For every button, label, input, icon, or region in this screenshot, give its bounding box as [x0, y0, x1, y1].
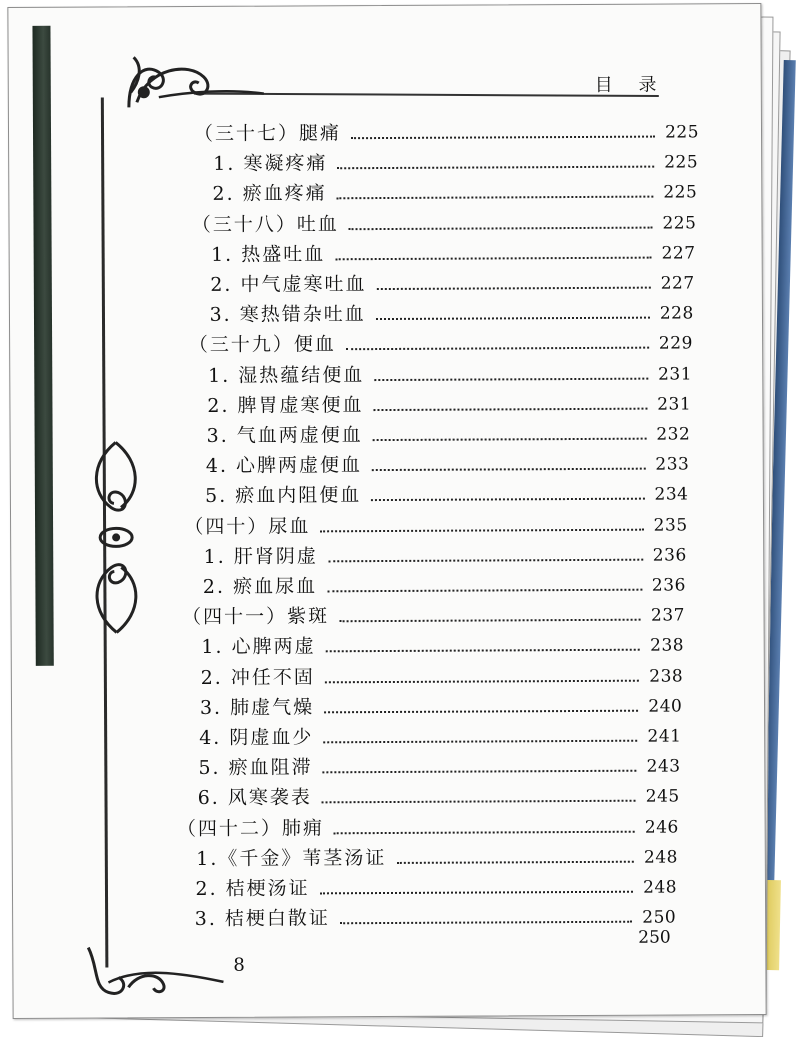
toc-leader-dots: [346, 347, 649, 351]
toc-entry-page: 225: [663, 182, 698, 203]
toc-trailing-page: 250: [638, 927, 671, 949]
toc-subsection-entry[interactable]: [206, 449, 690, 479]
toc-entry-page: 227: [661, 243, 696, 264]
toc-entry-label: 4. 心脾两虚便血: [205, 454, 363, 478]
toc-subsection-entry[interactable]: [196, 841, 678, 871]
toc-leader-dots: [372, 468, 645, 471]
toc-entry-page: 231: [657, 394, 692, 415]
toc-subsection-entry[interactable]: [201, 660, 684, 690]
toc-subsection-entry[interactable]: [207, 388, 691, 418]
toc-leader-dots: [349, 226, 653, 230]
toc-entry-label: （四十）尿血: [184, 514, 311, 538]
toc-subsection-entry[interactable]: [195, 902, 677, 932]
toc-subsection-entry[interactable]: [212, 177, 697, 207]
toc-section-entry[interactable]: [192, 207, 697, 237]
toc-leader-dots: [340, 921, 632, 925]
toc-entry-label: 6. 风寒袭表: [197, 786, 312, 810]
toc-entry-label: 1. 肝肾阴虚: [203, 545, 318, 568]
toc-entry-label: 2. 冲任不固: [200, 665, 315, 689]
toc-leader-dots: [328, 558, 643, 562]
toc-entry-label: 2. 脾胃虚寒便血: [207, 393, 364, 417]
toc-entry-page: 236: [652, 545, 687, 566]
toc-subsection-entry[interactable]: [201, 630, 684, 660]
toc-entry-page: 235: [653, 515, 688, 536]
toc-entry-label: （三十七）腿痛: [193, 122, 342, 146]
toc-leader-dots: [396, 861, 634, 864]
toc-subsection-entry[interactable]: [199, 720, 681, 750]
toc-entry-page: 248: [643, 877, 678, 898]
toc-leader-dots: [351, 136, 655, 140]
toc-subsection-entry[interactable]: [204, 539, 687, 569]
toc-entry-label: 1.《千金》苇茎汤证: [196, 846, 387, 870]
toc-entry-page: 233: [655, 454, 690, 475]
toc-leader-dots: [337, 166, 654, 170]
toc-entry-page: 231: [657, 363, 693, 385]
toc-subsection-entry[interactable]: [203, 569, 686, 599]
toc-entry-label: （四十二）肺痈: [176, 816, 325, 840]
toc-entry-label: 2. 桔梗汤证: [195, 877, 310, 901]
toc-subsection-entry[interactable]: [200, 690, 683, 720]
toc-leader-dots: [339, 619, 641, 623]
toc-leader-dots: [335, 256, 651, 260]
toc-entry-page: 238: [650, 635, 685, 657]
toc-entry-label: 1. 湿热蕴结便血: [208, 363, 365, 387]
toc-entry-page: 234: [654, 484, 689, 505]
toc-leader-dots: [374, 407, 648, 410]
toc-leader-dots: [326, 649, 641, 653]
toc-entry-page: 243: [646, 756, 681, 777]
toc-leader-dots: [324, 709, 638, 713]
toc-entry-label: 2. 瘀血疼痛: [212, 182, 327, 206]
toc-leader-dots: [377, 287, 651, 290]
toc-entry-label: 1. 热盛吐血: [210, 243, 326, 266]
toc-leader-dots: [376, 317, 650, 320]
toc-entry-label: 3. 寒热错杂吐血: [209, 303, 366, 327]
toc-leader-dots: [337, 196, 654, 200]
toc-entry-page: 241: [647, 726, 682, 747]
toc-entry-page: 237: [650, 605, 686, 626]
toc-entry-page: 250: [642, 907, 677, 928]
toc-leader-dots: [371, 498, 644, 501]
toc-entry-page: 225: [664, 152, 699, 173]
toc-entry-page: 232: [656, 424, 691, 445]
page-title: 目 录: [594, 74, 667, 96]
toc-leader-dots: [327, 589, 642, 593]
toc-subsection-entry[interactable]: [198, 781, 680, 811]
toc-section-entry[interactable]: [194, 116, 699, 146]
toc-entry-page: 225: [662, 212, 697, 234]
toc-entry-label: 4. 阴虚血少: [199, 726, 314, 749]
toc-entry-page: 238: [649, 666, 684, 687]
toc-subsection-entry[interactable]: [207, 418, 691, 448]
toc-subsection-entry[interactable]: [198, 751, 680, 781]
toc-entry-page: 229: [658, 333, 693, 354]
toc-section-entry[interactable]: [177, 811, 679, 841]
toc-entry-page: 248: [643, 847, 679, 868]
toc-section-entry[interactable]: [182, 600, 685, 630]
toc-entry-label: （四十一）紫斑: [182, 605, 330, 629]
toc-subsection-entry[interactable]: [209, 298, 693, 328]
toc-leader-dots: [320, 528, 643, 532]
toc-leader-dots: [323, 740, 637, 744]
toc-entry-page: 236: [651, 575, 686, 596]
toc-leader-dots: [323, 770, 637, 774]
toc-section-entry[interactable]: [184, 509, 687, 539]
toc-leader-dots: [325, 679, 639, 683]
toc-entry-page: 246: [644, 817, 679, 838]
toc-leader-dots: [373, 438, 647, 441]
toc-entry-page: 245: [645, 786, 680, 808]
toc-entry-page: 240: [648, 696, 683, 717]
toc-entry-page: 227: [660, 273, 695, 294]
toc-leader-dots: [334, 830, 635, 834]
toc-entry-label: 3. 气血两虚便血: [206, 424, 363, 447]
toc-entry-label: 3. 肺虚气燥: [199, 696, 315, 719]
toc-entry-label: （三十八）吐血: [191, 212, 339, 236]
toc-subsection-entry[interactable]: [213, 147, 698, 177]
toc-entry-label: （三十九）便血: [188, 333, 336, 357]
toc-entry-page: 228: [659, 303, 694, 324]
toc-entry-label: 1. 寒凝疼痛: [213, 152, 328, 176]
toc-entry-label: 3. 桔梗白散证: [194, 907, 330, 931]
toc-subsection-entry[interactable]: [210, 267, 694, 297]
table-of-contents: [8, 4, 765, 1018]
toc-page: [7, 3, 766, 1019]
toc-subsection-entry[interactable]: [208, 358, 692, 388]
toc-subsection-entry[interactable]: [195, 871, 677, 901]
toc-section-entry[interactable]: [189, 328, 693, 358]
toc-entry-label: 5. 瘀血内阻便血: [205, 484, 362, 508]
toc-leader-dots: [374, 377, 648, 380]
toc-subsection-entry[interactable]: [205, 479, 689, 509]
toc-entry-label: 2. 瘀血尿血: [202, 575, 318, 598]
page-number: 8: [233, 954, 245, 976]
toc-entry-label: 2. 中气虚寒吐血: [210, 273, 367, 296]
toc-entry-label: 5. 瘀血阻滞: [198, 756, 313, 780]
toc-subsection-entry[interactable]: [211, 237, 696, 267]
toc-entry-label: 1. 心脾两虚: [201, 635, 316, 659]
toc-leader-dots: [322, 800, 636, 804]
toc-leader-dots: [320, 891, 634, 895]
toc-entry-page: 225: [665, 122, 700, 143]
